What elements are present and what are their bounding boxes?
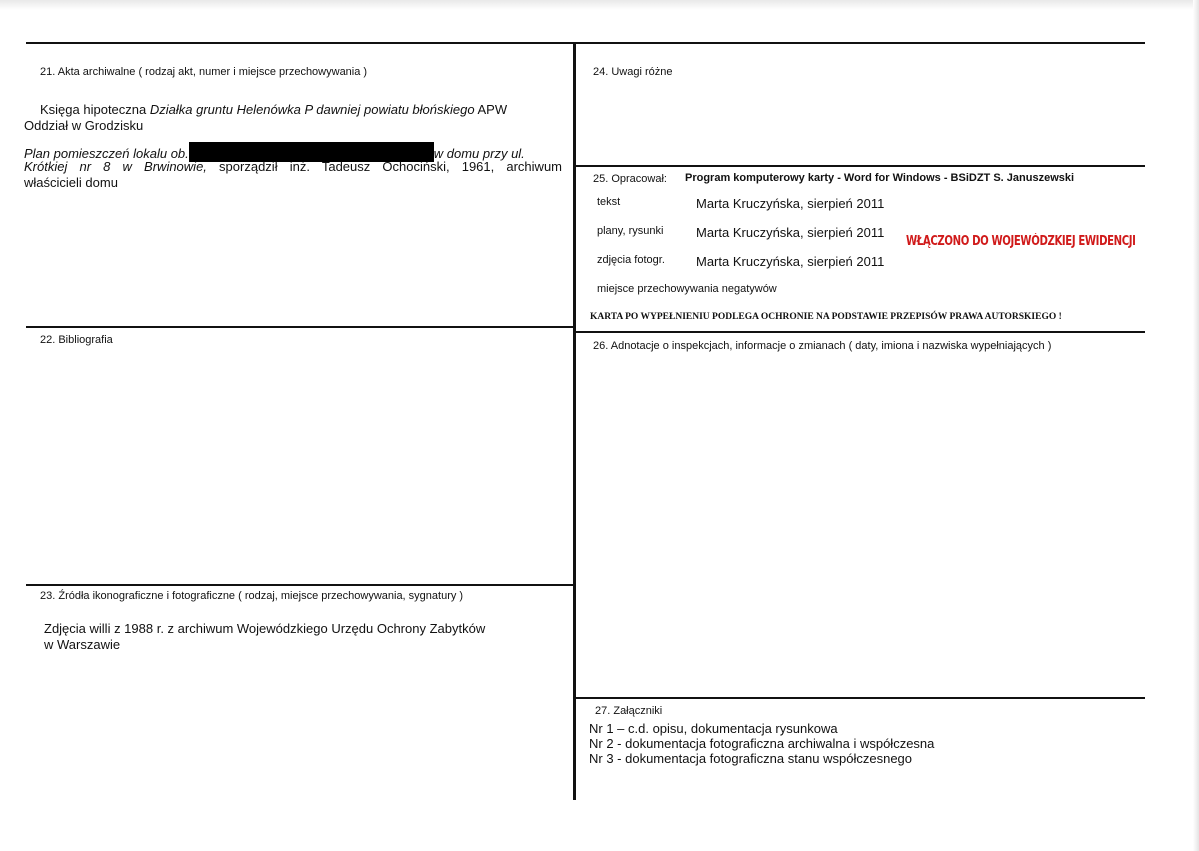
archival-entry-2-start: Plan pomieszczeń lokalu ob. — [24, 146, 189, 161]
negatives-location: miejsce przechowywania negatywów — [597, 283, 777, 295]
archival-entry-1-line2: Oddział w Grodzisku — [24, 118, 144, 133]
attachment-item-2: Nr 2 - dokumentacja fotograficzna archiwalna i współczesna — [589, 736, 935, 751]
section-22-bibliography-label: 22. Bibliografia — [40, 334, 113, 346]
archival-entry-1-prefix: Księga hipoteczna — [40, 102, 150, 117]
archival-entry-2-author: sporządził inż. Tadeusz Ochociński, 1961, archiwum — [206, 159, 563, 174]
archival-entry-2-line2 — [24, 158, 562, 175]
row-plans-key: plany, rysunki — [597, 225, 664, 237]
photo-source-line2: w Warszawie — [44, 637, 121, 652]
registry-stamp: WŁĄCZONO DO WOJEWÓDZKIEJ EWIDENCJI — [906, 234, 1136, 249]
divider-26-27 — [575, 697, 1145, 699]
divider-25-26 — [575, 331, 1145, 333]
attachment-item-1: Nr 1 – c.d. opisu, dokumentacja rysunkowa — [589, 721, 838, 736]
archival-entry-2-address: w domu przy ul. — [433, 146, 525, 161]
program-info: Program komputerowy karty - Word for Windows - BSiDZT S. Januszewski — [685, 172, 1075, 184]
section-23-label: 23. Źródła ikonograficzne i fotograficzne ( rodzaj, miejsce przechowywania, sygnatury ) — [40, 590, 464, 602]
page-top-edge — [0, 0, 1199, 10]
archival-entry-2-street: Krótkiej nr 8 w Brwinowie, — [24, 159, 207, 174]
row-photos-value: Marta Kruczyńska, sierpień 2011 — [696, 254, 885, 269]
section-27-label: 27. Załączniki — [595, 705, 663, 717]
section-25-label: 25. Opracował: — [593, 173, 667, 185]
section-26-annotations-label: 26. Adnotacje o inspekcjach, informacje o zmianach ( daty, imiona i nazwiska wypełniających ) — [593, 340, 1052, 352]
row-text-key: tekst — [597, 196, 621, 208]
photo-source-line1: Zdjęcia willi z 1988 r. z archiwum Wojewódzkiego Urzędu Ochrony Zabytków — [44, 621, 486, 636]
row-photos-key: zdjęcia fotogr. — [597, 254, 665, 266]
row-text-value: Marta Kruczyńska, sierpień 2011 — [696, 196, 885, 211]
section-24-remarks-label: 24. Uwagi różne — [593, 66, 673, 78]
divider-21-22 — [26, 326, 574, 328]
copyright-notice: KARTA PO WYPEŁNIENIU PODLEGA OCHRONIE NA PODSTAWIE PRZEPISÓW PRAWA AUTORSKIEGO ! — [590, 312, 1062, 322]
archival-entry-1 — [40, 101, 507, 118]
archival-entry-1-title: Działka gruntu Helenówka P dawniej powiatu błońskiego — [149, 102, 475, 117]
top-rule — [26, 42, 1145, 44]
divider-24-25 — [575, 165, 1145, 167]
center-divider — [573, 42, 576, 800]
attachment-item-3: Nr 3 - dokumentacja fotograficzna stanu współczesnego — [589, 751, 913, 766]
section-21-label: 21. Akta archiwalne ( rodzaj akt, numer i miejsce przechowywania ) — [40, 66, 368, 78]
archival-entry-2-line3: właścicieli domu — [24, 175, 118, 190]
page-right-edge — [1193, 0, 1199, 851]
row-plans-value: Marta Kruczyńska, sierpień 2011 — [696, 225, 885, 240]
divider-22-23 — [26, 584, 574, 586]
archival-entry-1-suffix: APW — [474, 102, 508, 117]
